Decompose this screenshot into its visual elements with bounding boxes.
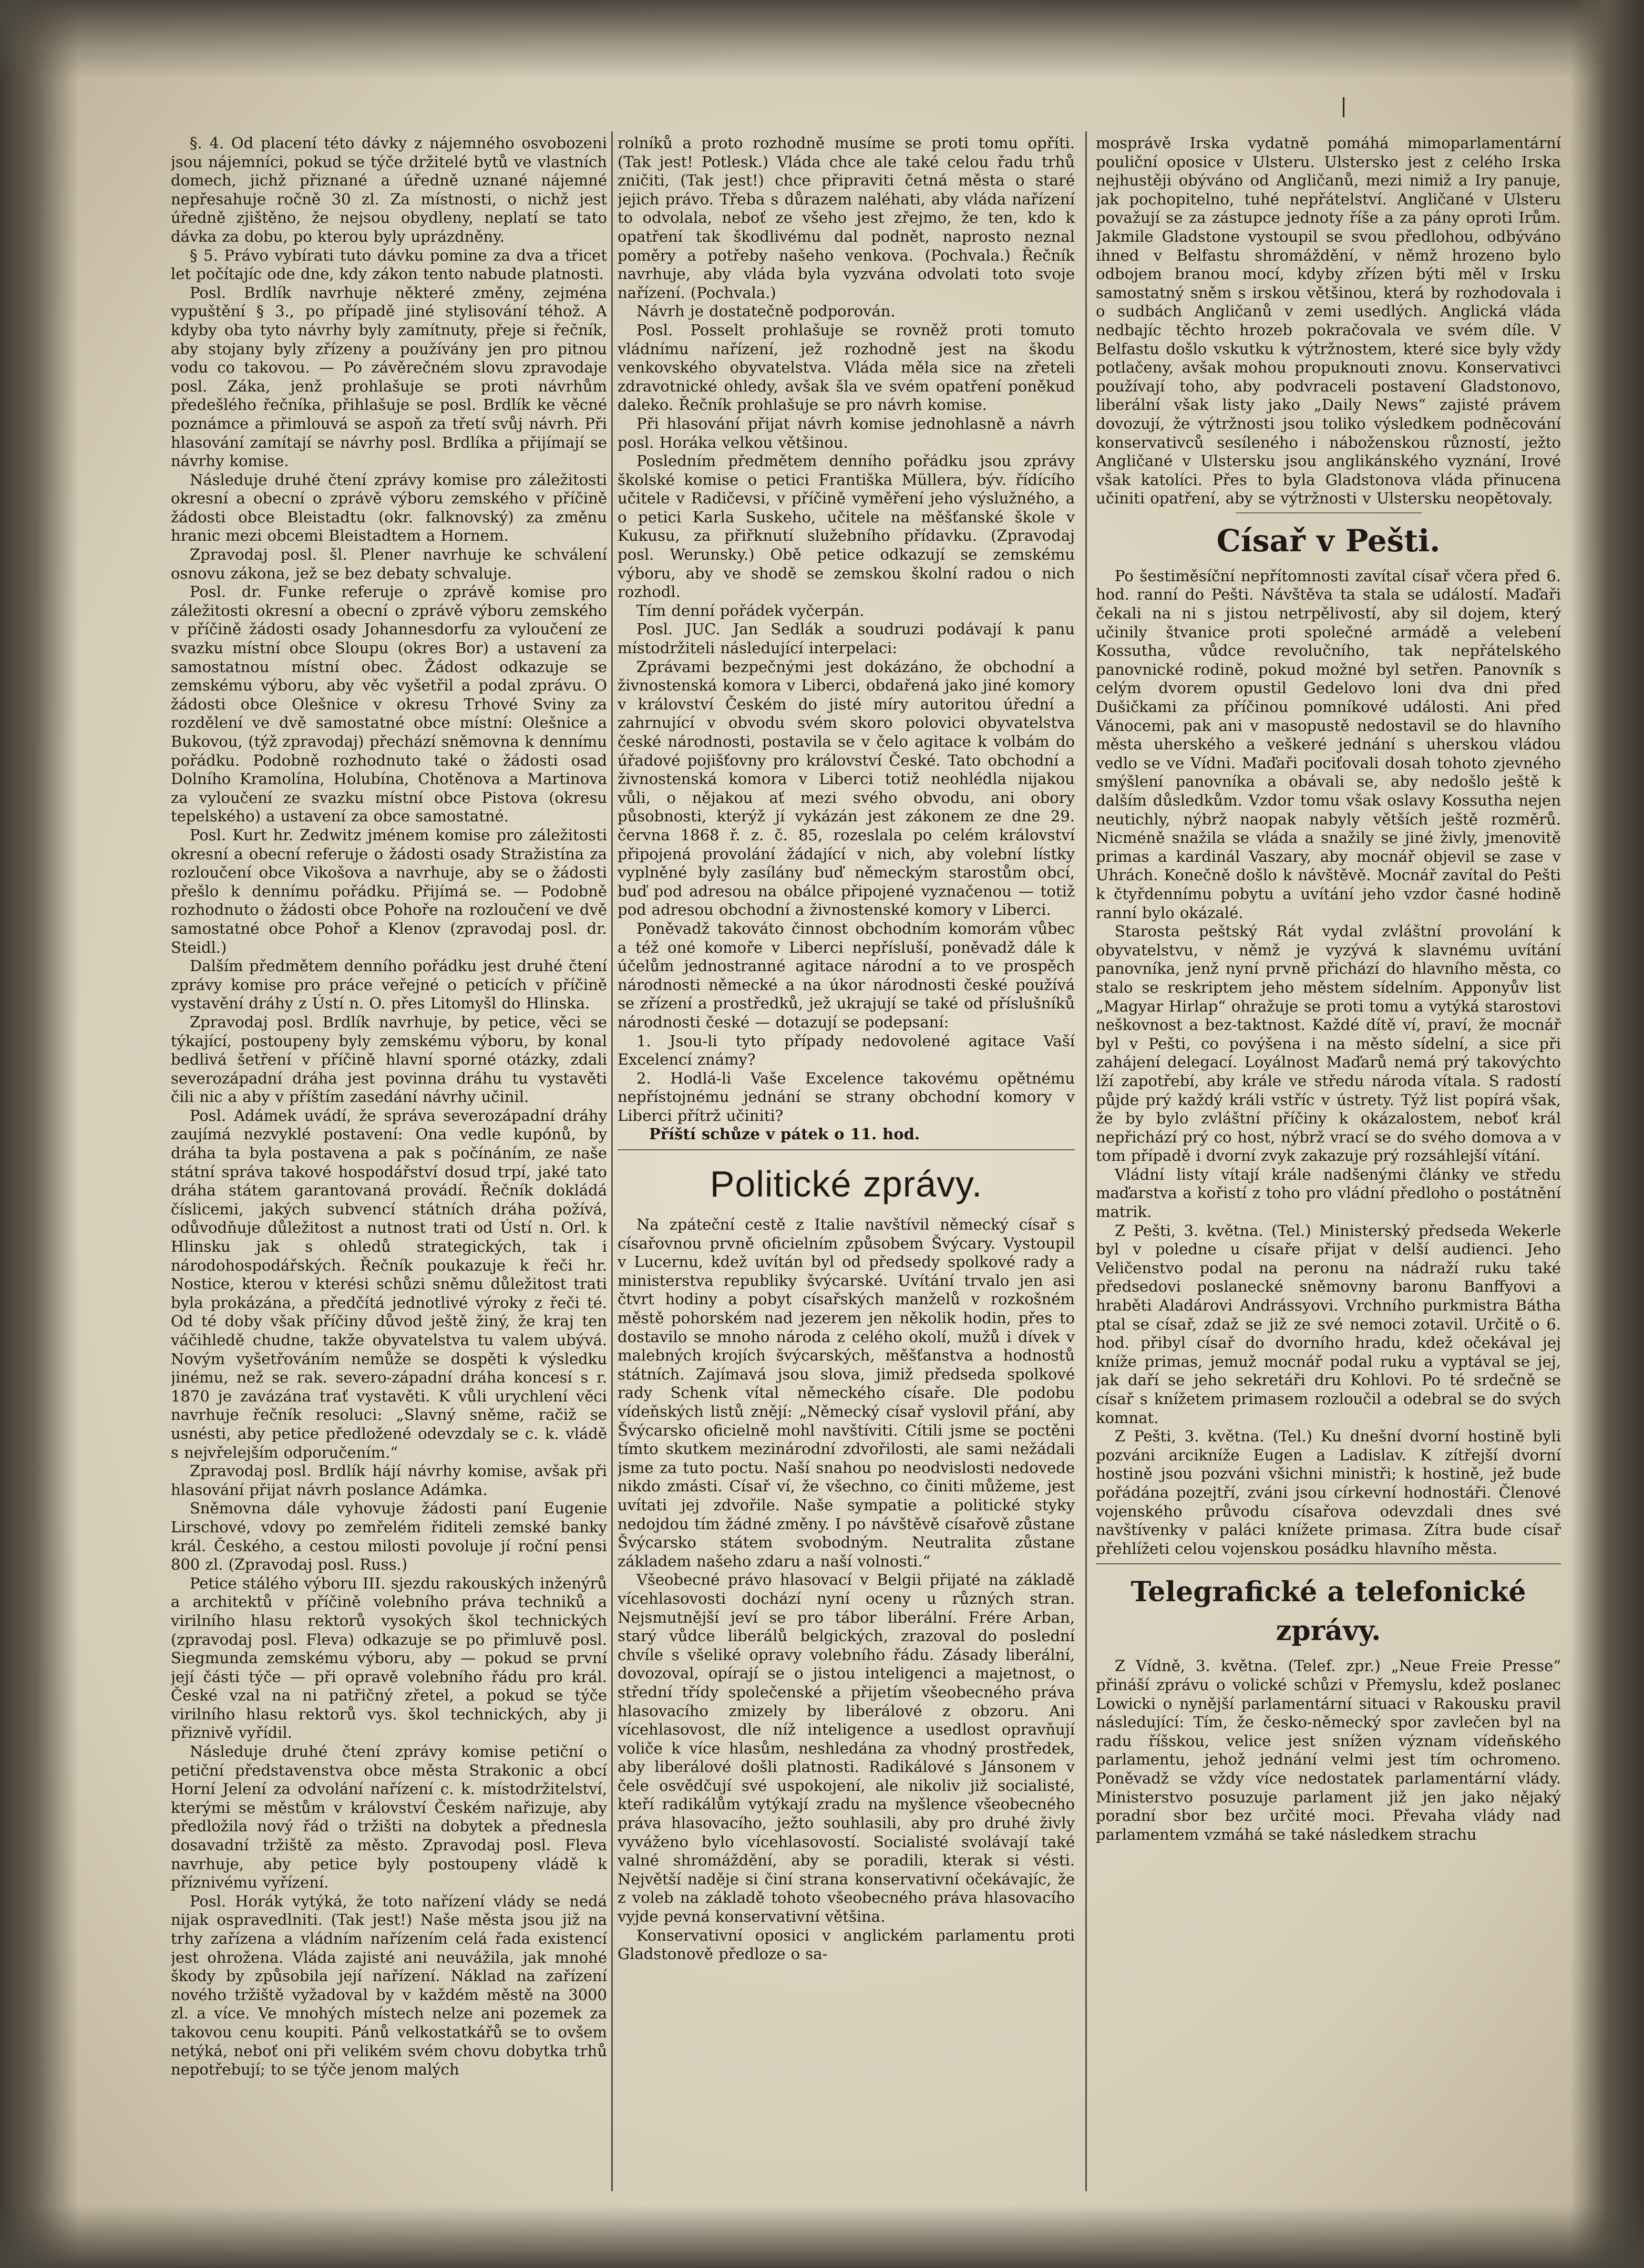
paragraph: 2. Hodlá-li Vaše Excelence takovému opětnému nepřístojnému jednání se strany obchodní komory v Liberci přítrž učiniti? xyxy=(618,1069,1075,1125)
paragraph: Všeobecné právo hlasovací v Belgii přijaté na základě vícehlasovosti dochází nyní oceny u různých stran. Nejsmutnější jeví se pro tábor liberální. Frére Arban, starý vůdce liberálů belgických, zrazoval do poslední chvíle s všeliké opravy volebního řádu. Zásady liberální, dovozoval, opírají se o jistou inteligenci a majetnost, o střední třídy společenské a přijetím všeobecného práva hlasovacího zmizely by liberálové z obzoru. Ani vícehlasovost, dle níž inteligence a usedlost opravňují voliče k více hlasům, neshledána za vhodný prostředek, aby liberálové došli platnosti. Radikálové s Jánsonem v čele osvědčují své uspokojení, ale nikoliv již socialisté, kteří radikálům vytýkají zradu na myšlence všeobecného práva hlasovacího, ježto souhlasili, aby pro druhé živly vyváženo bylo vícehlasovostí. Socialisté svolávají také valné shromáždění, aby se poradili, kterak si vésti. Největší naděje si činí strana konservativní očekávajíc, že z voleb na základě tohoto všeobecného práva hlasovacího vyjde pevná konservativní většina. xyxy=(618,1571,1075,1926)
paragraph: Zpravodaj posl. šl. Plener navrhuje ke schválení osnovu zákona, jež se bez debaty schvaluje. xyxy=(171,545,607,582)
paragraph: §. 4. Od placení této dávky z nájemného osvobozeni jsou nájemníci, pokud se týče držitelé bytů ve vlastních domech, jichž přiznané a úředně uznané nájemné nepřesahuje ročně 30 zl. Za místnosti, o nichž jest úředně zjištěno, že nejsou obydleny, neplatí se tato dávka za dobu, po kterou byly uprázdněny. xyxy=(171,134,607,245)
paragraph: Následuje druhé čtení zprávy komise petiční o petiční představenstva obce města Strakonic a obcí Horní Jelení za odvolání nařízení c. k. místodržitelství, kterými se městům v království Českém nařizuje, aby předložila nový řád o tržišti na dobytek a přednesla dosavadní tržiště za město. Zpravodaj posl. Fleva navrhuje, aby petice byly postoupeny vládě k příznivému vyřízení. xyxy=(171,1743,607,1892)
paragraph: Zprávami bezpečnými jest dokázáno, že obchodní a živnostenská komora v Liberci, obdařená jako jiné komory v království Českém do jisté míry autoritou úřední a zahrnující v obvodu svém skoro polovici obyvatelstva české národnosti, postavila se v čelo agitace k volbám do úřadové pojišťovny pro království České. Tato obchodní a živnostenská komora v Liberci totiž neohlédla nijakou vůli, o nějakou ať mezi svého obvodu, ani obory působnosti, kterýž jí vykázán jest zákonem ze dne 29. června 1868 ř. z. č. 85, rozeslala po celém království připojená provolání žádající v nich, aby volební lístky vyplněné byly zasílány buď německým starostům obcí, buď pod adresou na obálce připojené vyznačenou — totiž pod adresou obchodní a živnostenské komory v Liberci. xyxy=(618,657,1075,919)
scan-shadow-bottom xyxy=(0,2205,1644,2268)
paragraph: Posl. Adámek uvádí, že správa severozápadní dráhy zaujímá nezvyklé postavení: Ona vedle kupónů, by dráha ta byla postavena a pak s počínáním, ze naše státní správa takové hospodářství dosud trpí, jaké tato dráha státem garantovaná provádí. Řečník dokládá číslicemi, jakých subvencí státních dráha požívá, odůvodňuje důležitost a nutnost trati od Ústí n. Orl. k Hlinsku jak s ohledů strategických, tak i národohospodářských. Řečník poukazuje k řeči hr. Nostice, kterou v kterési schůzi sněmu důležitost trati byla prokázána, a předčítá jednotlivé výroky z řeči té. Od té doby však příčiny důvod ještě žiný, že kraj ten váčihledě chudne, takže obyvatelstva tu valem ubývá. Novým vyšetřováním nemůže se dospěti k výsledku jinému, než se rak. severo-západní dráha koncesí s r. 1870 je zavázána trať vystavěti. K vůli urychlení věci navrhuje řečník resoluci: „Slavný sněme, račiž se usnésti, aby petice předložené odevzdaly se c. k. vládě s nejvřelejším odporučením.“ xyxy=(171,1106,607,1461)
paragraph: Petice stálého výboru III. sjezdu rakouských inženýrů a architektů v příčině volebního práva techniků a virilního hlasu rektorů vysokých škol technických (zpravodaj posl. Fleva) odkazuje se po přimluvě posl. Siegmunda zemskému výboru, aby — pokud se první její části týče — při opravě volebního řádu pro král. České vzal na ni patřičný zřetel, a pokud se týče virilního hlasu rektorů vys. škol technických, aby ji přiznivě vyřídil. xyxy=(171,1574,607,1742)
scan-shadow-top xyxy=(0,0,1644,79)
paragraph: Poněvadž takováto činnost obchodním komorám vůbec a též oné komoře v Liberci nepřísluší, poněvadž dále k účelům jednostranné agitace národní a to ve prospěch národnosti německé a na úkor národnosti české používá se zřízení a prostředků, jež ukrajují se také od příslušníků národnosti české — dotazují se podepsaní: xyxy=(618,919,1075,1031)
paragraph: § 5. Právo vybírati tuto dávku pomine za dva a třicet let počítajíc ode dne, kdy zákon tento nabude platnosti. xyxy=(171,246,607,283)
paragraph: Posl. Posselt prohlašuje se rovněž proti tomuto vládnímu nařízení, jež rozhodně jest na škodu venkovského obyvatelstva. Vláda měla sice na zřeteli zdravotnické ohledy, avšak šla ve svém opatření poněkud daleko. Řečník prohlašuje se pro návrh komise. xyxy=(618,321,1075,414)
paragraph: Z Pešti, 3. května. (Tel.) Ministerský předseda Wekerle byl v poledne u císaře přijat v delší audienci. Jeho Veličenstvo podal na peronu na nádraží ruku také předsedovi poslanecké sněmovny baronu Banffyovi a hraběti Aladárovi Andrássyovi. Vrchního purkmistra Bátha ptal se císař, zdaž se již ze své nemoci zotavil. Určitě o 6. hod. přibyl císař do dvorního hradu, kdež očekával jej kníže primas, jemuž mocnář podal ruku a vyptával se jej, jak daří se jeho sekretáři dru Kohlovi. Po té srdečně se císař s knížetem primasem rozloučil a odebral se do svých komnat. xyxy=(1096,1221,1561,1427)
column-rule-2 xyxy=(1085,131,1087,2191)
paragraph: Sněmovna dále vyhovuje žádosti paní Eugenie Lirschové, vdovy po zemřelém řiditeli zemské banky král. Českého, a cestou milosti povoluje jí roční pensi 800 zl. (Zpravodaj posl. Russ.) xyxy=(171,1499,607,1574)
section-heading-cisar-v-pesti: Císař v Pešti. xyxy=(1216,522,1441,559)
page-mark xyxy=(1343,97,1344,117)
section-heading-politicke-zpravy: Politické zprávy. xyxy=(710,1163,983,1205)
next-session-note: Příští schůze v pátek o 11. hod. xyxy=(649,1125,920,1143)
paragraph: Následuje druhé čtení zprávy komise pro záležitosti okresní a obecní o zprávě výboru zemského v příčině žádosti obce Bleistadtu (okr. falknovský) za změnu hranic mezi obcemi Bleistadtem a Hornem. xyxy=(171,470,607,545)
paragraph: Konservativní oposici v anglickém parlamentu proti Gladstonově předloze o sa- xyxy=(618,1926,1075,1963)
paragraph: Posl. dr. Funke referuje o zprávě komise pro záležitosti okresní a obecní o zprávě výboru zemského v příčině žádosti osady Johannesdorfu za vyloučení ze svazku místní obce Sloupu (okres Bor) a ustavení za samostatnou místní obec. Žádost odkazuje se zemskému výboru, aby věc vyšetřil a podal zprávu. O žádosti obce Olešnice v okresu Trhové Sviny za rozdělení ve dvě samostatné obce místní: Olešnice a Bukovou, (týž zpravodaj) přechází sněmovna k dennímu pořádku. Podobně rozhodnuto také o žádosti osad Dolního Kramolína, Holubína, Chotěnova a Martinova za vyloučení ze svazku místní obce Pistova (okresu tepelského) a ustavení za obce samostatné. xyxy=(171,583,607,826)
section-heading-telegraficke-zpravy: Telegrafické a telefonické zprávy. xyxy=(1131,1576,1526,1647)
section-divider xyxy=(618,1149,1075,1150)
paragraph: 1. Jsou-li tyto případy nedovolené agitace Vaší Excelencí známy? xyxy=(618,1032,1075,1069)
section-divider xyxy=(1096,1563,1561,1564)
section-divider xyxy=(1236,512,1422,513)
paragraph: mosprávě Irska vydatně pomáhá mimoparlamentární pouliční oposice v Ulsteru. Ulstersko jest z celého Irska nejhustěji obýváno od Angličanů, mezi nimiž a Iry panuje, jak pochopitelno, tuhé nepřátelství. Angličané v Ulsteru považují se za zástupce jednoty říše a za pány oproti Irům. Jakmile Gladstone vystoupil se svou předlohou, odbýváno ihned v Belfastu shromáždění, v němž hrozeno bylo odbojem branou mocí, kdyby zřízen býti měl v Irsku samostatný sněm s irskou většinou, která by rozhodovala i o sudbách Angličanů v zemi usedlých. Anglická vláda nedbajíc těchto hrozeb pokračovala ve svém díle. V Belfastu došlo vskutku k výtržnostem, které sice byly vždy potlačeny, avšak mohou propuknouti znovu. Konservativci používají toho, aby podvraceli postavení Gladstonovo, liberální však listy jako „Daily News“ zajisté právem dovozují, že výtržnosti jsou toliko výsledkem podněcování konservativců sesíleného i náboženskou růzností, ježto Angličané v Ulstersku jsou anglikánského vyznání, Irové však katolíci. Přes to byla Gladstonova vláda přinucena učiniti opatření, aby se výtržnosti v Ulstersku neopětovaly. xyxy=(1096,134,1561,508)
paragraph: Z Pešti, 3. května. (Tel.) Ku dnešní dvorní hostině byli pozváni arcikníže Eugen a Ladislav. K zítřejší dvorní hostině jsou pozváni všichni ministři; k hostině, jež bude pořádána pozejtří, zváni jsou církevní hodnostáři. Členové vojenského průvodu císařova odevzdali dnes své navštívenky v paláci knížete primasa. Zítra bude císař přehlížeti celou vojenskou posádku hlavního města. xyxy=(1096,1427,1561,1558)
paragraph: Po šestiměsíční nepřítomnosti zavítal císař včera před 6. hod. ranní do Pešti. Návštěva ta stala se událostí. Maďaři čekali na ni s jistou netrpělivostí, aby sil dojem, který učinily štvanice proti společné armádě a velebení Kossutha, vůdce revolučního, tak nepřátelského panovnické rodině, pokud možné byl setřen. Panovník s celým dvorem opustil Gedelovo loni dva dni před Dušičkami za příčinou pomníkové události. Ani před Vánocemi, pak ani v masopustě nedostavil se do hlavního města uherského a veškeré jednání s uherskou vládou vedlo se ve Vídni. Maďaři pociťovali dosah tohoto zjevného smýšlení panovníka a obávali se, aby nedošlo ještě k dalším důsledkům. Vzdor tomu však oslavy Kossutha nejen neutichly, nýbrž naopak nabyly větších ještě rozměrů. Nicméně snažila se vláda a snažily se jiné živly, jmenovitě primas a kardinál Vaszary, aby mocnář objevil se zase v Uhrách. Konečně došlo k návštěvě. Mocnář zavítal do Pešti k čtyřdennímu pobytu a uvítání jeho vzdor časné hodině ranní bylo okázalé. xyxy=(1096,566,1561,922)
scan-shadow-left xyxy=(0,0,79,2268)
paragraph: Starosta peštský Rát vydal zvláštní provolání k obyvatelstvu, v němž je vyzývá k slavnému uvítání panovníka, jenž nyní prvně přichází do hlavního města, co stalo se reskriptem jeho městem sídelním. Apponyův list „Magyar Hirlap“ ohražuje se proti tomu a vytýká starostovi neškovnost a bez-taktnost. Každé dítě ví, praví, že mocnář byl v Pešti, co povýšena i na město sídelní, a sice při zahájení delegací. Loyálnost Maďarů nemá prý takovýchto lží zapotřebí, aby krále ve středu národa vítala. S radostí půjde prý každý králi vstříc v ústrety. Týž list popírá však, že by bylo zvláštní příčiny k okázalostem, neboť král nepřichází prý co host, nýbrž vrací se do svého domova a v tom případě i dvorní zvyk zakazuje prý rozsáhlejší vítání. xyxy=(1096,922,1561,1165)
paragraph: Z Vídně, 3. května. (Telef. zpr.) „Neue Freie Presse“ přináší zprávu o volické schůzi v Přemyslu, kdež poslanec Lowicki o nynější parlamentární situaci v Rakousku pravil následující: Tím, že česko-německý spor zavlečen byl na radu říšskou, velice jest snížen význam vídeňského parlamentu, jehož jednání velmi jest tím ochromeno. Poněvadž se vždy více nedostatek parlamentární vlády. Ministerstvo posuzuje parlament již jen jako nějaký poradní sbor bez určité moci. Převaha vlády nad parlamentem vzmáhá se také následkem strachu xyxy=(1096,1657,1561,1843)
paragraph: Při hlasování přijat návrh komise jednohlasně a návrh posl. Horáka velkou většinou. xyxy=(618,414,1075,451)
paragraph: Posledním předmětem denního pořádku jsou zprávy školské komise o petici Františka Müllera, býv. řídícího učitele v Radičevsi, v příčině vyměření jeho výslužného, a o petici Karla Suskeho, učitele na měšťanské škole v Kukusu, za přiřknutí služebního přídavku. (Zpravodaj posl. Werunsky.) Obě petice odkazují se zemskému výboru, aby ve shodě se zemskou školní radou o nich rozhodl. xyxy=(618,452,1075,601)
paragraph: Vládní listy vítají krále nadšenými články ve středu maďarstva a kořistí z toho pro vládní předloho o postátnění matrik. xyxy=(1096,1165,1561,1221)
paragraph: Návrh je dostatečně podporován. xyxy=(636,302,896,321)
paragraph: Tím denní pořádek vyčerpán. xyxy=(636,601,865,620)
column-2 xyxy=(618,134,1075,2183)
paragraph: rolníků a proto rozhodně musíme se proti tomu opříti. (Tak jest! Potlesk.) Vláda chce ale také celou řadu trhů zničiti, (Tak jest!) chce připraviti četná města o staré jejich právo. Třeba s důrazem naléhati, aby vláda nařízení to odvolala, neboť ze všeho jest zřejmo, že ten, kdo k opatření tak škodlivému dal podnět, naprosto neznal poměry a potřeby našeho venkova. (Pochvala.) Řečník navrhuje, aby vláda byla vyzvána odvolati toto svoje nařízení. (Pochvala.) xyxy=(618,134,1075,302)
paragraph: Na zpáteční cestě z Italie navštívil německý císař s císařovnou prvně oficielním způsobem Švýcary. Vystoupil v Lucernu, kdež uvítán byl od předsedy spolkové rady a ministerstva republiky švýcarské. Uvítání trvalo jen asi čtvrt hodiny a pobyt císařských manželů v rozkošném městě pohorském nad jezerem jen několik hodin, přes to dostavilo se mnoho národa z celého okolí, mužů i dívek v malebných krojích švýcarských, měšťanstva a hodnostů státních. Zajímavá jsou slova, jimiž předseda spolkové rady Schenk vítal německého císaře. Dle podobu vídeňských listů znějí: „Německý císař vyslovil přání, aby Švýcarsko oficielně mohl navštíviti. Cítili jsme se poctěni tímto skutkem mezinárodní zdvořilosti, ale sami nežádali jsme za tuto poctu. Naší snahou po neodvislosti nedovede nikdo zmásti. Císař ví, že všechno, co činiti můžeme, jest uvítati jej zdvořile. Naše sympatie a politické styky nedojdou tím žádné změny. I po návštěvě císařově zůstane Švýcarsko státem svobodným. Neutralita zůstane základem našeho zdaru a naší volnosti.“ xyxy=(618,1215,1075,1570)
paragraph: Zpravodaj posl. Brdlík navrhuje, by petice, věci se týkající, postoupeny byly zemskému výboru, by konal bedlivá šetření v příčině hlavní sporné otázky, zdali severozápadní dráha jest povinna dráhu tu vystavěti čili nic a aby v příštím zasedání návrhy učinil. xyxy=(171,1013,607,1106)
paragraph: Posl. JUC. Jan Sedlák a soudruzi podávají k panu místodržiteli následující interpelaci: xyxy=(618,620,1075,657)
column-1 xyxy=(171,134,607,2183)
paragraph: Posl. Horák vytýká, že toto nařízení vlády se nedá nijak ospravedlniti. (Tak jest!) Naše města jsou již na trhy zařízena a vládním nařízením celá řada existencí jest ohrožena. Vláda zajisté ani neuvážila, jak mnohé škody by způsobila její nařízení. Náklad na zařízení nového tržiště vyžadoval by v každém městě na 3000 zl. a více. Ve mnohých místech nelze ani pozemek za takovou cenu koupiti. Pánů velkostatkářů se to ovšem netýká, neboť oni při velikém svém chovu dobytka trhů nepotřebují; to se týče jenom malých xyxy=(171,1892,607,2079)
paragraph: Dalším předmětem denního pořádku jest druhé čtení zprávy komise pro práce veřejné o peticích v příčině vystavění dráhy z Ústí n. O. přes Litomyšl do Hlinska. xyxy=(171,957,607,1013)
paragraph: Zpravodaj posl. Brdlík hájí návrhy komise, avšak při hlasování přijat návrh poslance Adámka. xyxy=(171,1462,607,1499)
paragraph: Posl. Kurt hr. Zedwitz jménem komise pro záležitosti okresní a obecní referuje o žádosti osady Stražistína za rozloučení obce Vikošova a navrhuje, aby se o žádosti přešlo k dennímu pořádku. Přijímá se. — Podobně rozhodnuto o žádosti obce Pohoře na rozloučení ve dvě samostatné obce Pohoř a Klenov (zpravodaj posl. dr. Steidl.) xyxy=(171,826,607,956)
column-rule-1 xyxy=(611,131,613,2191)
paragraph: Posl. Brdlík navrhuje některé změny, zejména vypuštění § 3., po případě jiné stylisování téhož. A kdyby oba tyto návrhy byly zamítnuty, přeje si řečník, aby stojany byly zřízeny a používány jen pro pitnou vodu co takovou. — Po závěrečném slovu zpravodaje posl. Záka, jenž prohlašuje se proti návrhům předešlého řečníka, přihlašuje se posl. Brdlík ke věcné poznámce a přimlouvá se aspoň za třetí svůj návrh. Při hlasování zamítají se návrhy posl. Brdlíka a přijímají se návrhy komise. xyxy=(171,283,607,470)
scan-shadow-right xyxy=(1570,0,1644,2268)
column-3 xyxy=(1096,134,1561,2183)
